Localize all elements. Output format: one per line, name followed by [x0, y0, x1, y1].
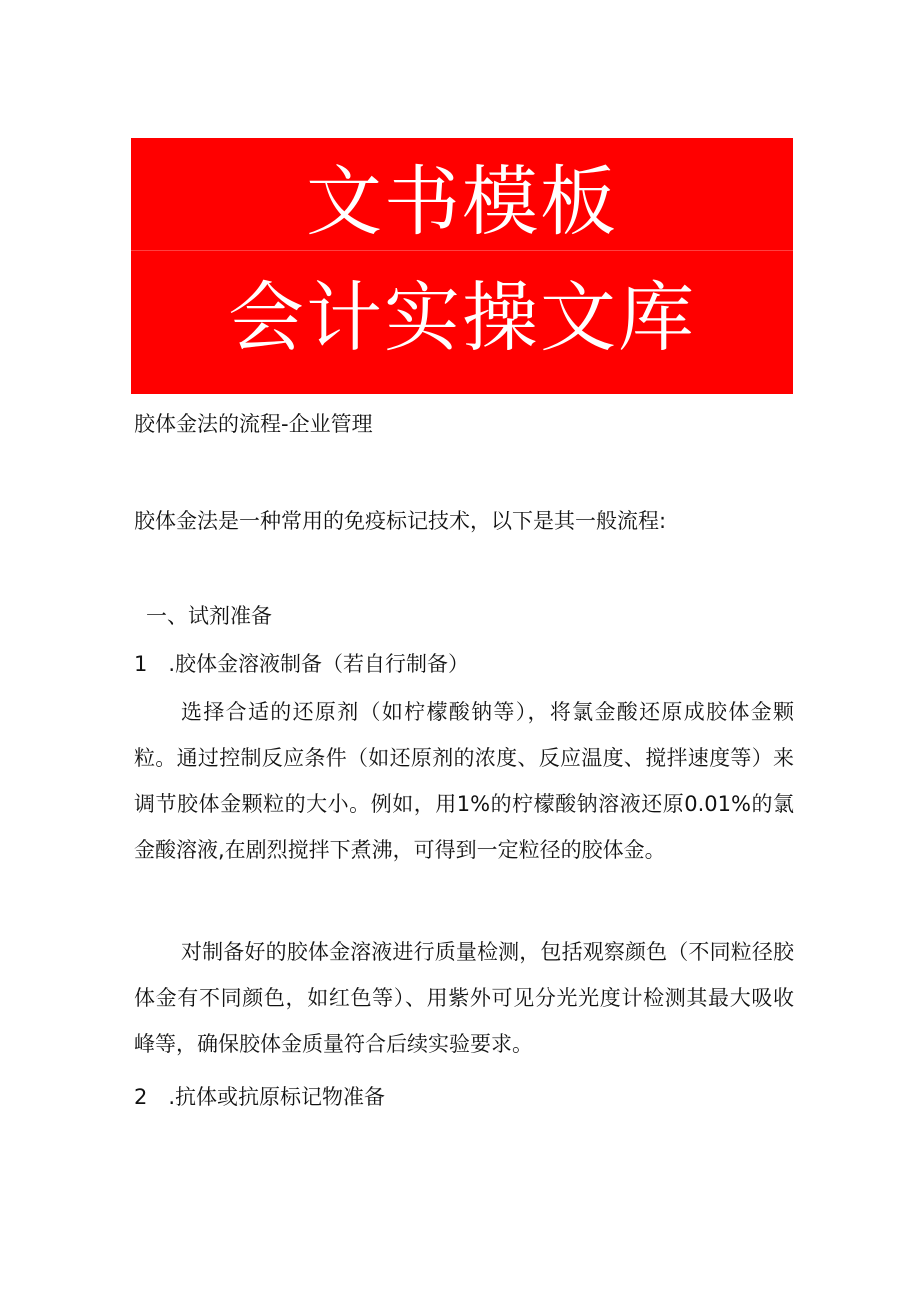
paragraph-quality-check: 对制备好的胶体金溶液进行质量检测，包括观察颜色（不同粒径胶体金有不同颜色，如红色等）、用紫外可见分光光度计检测其最大吸收峰等，确保胶体金质量符合后续实验要求。: [134, 940, 794, 1056]
item-heading-colloidal-gold-prep: 1 .胶体金溶液制备（若自行制备）: [134, 652, 470, 676]
intro-text: 胶体金法是一种常用的免疫标记技术，以下是其一般流程:: [134, 509, 667, 533]
banner-title-line2: 会计实操文库: [228, 273, 696, 362]
title-banner: [131, 138, 793, 394]
document-title: 胶体金法的流程-企业管理: [134, 412, 373, 436]
paragraph-reduction-method: 选择合适的还原剂（如柠檬酸钠等），将氯金酸还原成胶体金颗粒。通过控制反应条件（如还原剂的浓度、反应温度、搅拌速度等）来调节胶体金颗粒的大小。例如，用1%的柠檬酸钠溶液还原0.01%的氯金酸溶液,在剧烈搅拌下煮沸，可得到一定粒径的胶体金。: [134, 700, 794, 862]
banner-divider: [131, 250, 793, 251]
item-heading-antibody-prep: 2 .抗体或抗原标记物准备: [134, 1085, 386, 1109]
banner-title-line1: 文书模板: [306, 157, 618, 246]
section-heading-reagent-prep: 一、试剂准备: [146, 604, 272, 628]
